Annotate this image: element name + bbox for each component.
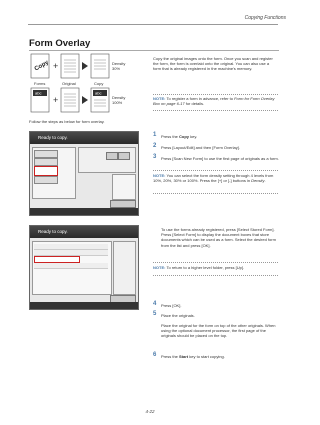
note1-rule-top <box>153 94 278 95</box>
forms-label: Forms <box>34 81 46 86</box>
note3-text: To return to a higher level folder, press [Up]. <box>165 265 245 270</box>
screen2-header-text: Ready to copy. <box>38 229 68 234</box>
step-4 <box>153 301 279 308</box>
step-6-number: 6 <box>153 352 157 358</box>
note1-tail: for details. <box>184 101 205 107</box>
note1-text: To register a form in advance, refer to <box>165 96 235 101</box>
note1-label: NOTE: <box>153 96 166 101</box>
step-6 <box>153 352 279 359</box>
copy-glyph: Copy <box>33 59 50 73</box>
note2-label: NOTE: <box>153 173 166 178</box>
step-1-post: key. <box>189 134 198 139</box>
plus-icon-2: + <box>53 95 59 105</box>
bottom-row <box>31 88 125 112</box>
screen2-list-row-4[interactable] <box>34 263 108 269</box>
page-number: 4-22 <box>145 409 155 414</box>
step-1-key: Copy <box>179 134 190 139</box>
density-bottom-line1: Density <box>112 95 126 100</box>
header-rule <box>28 24 278 25</box>
note3-label: NOTE: <box>153 265 166 270</box>
step-1-pre: Press the <box>161 134 180 139</box>
step-2 <box>153 143 279 150</box>
note2 <box>153 173 278 183</box>
step-3-number: 3 <box>153 154 157 160</box>
screen1-option-4[interactable] <box>34 176 58 184</box>
step-5 <box>153 311 279 318</box>
screen2-side-panel <box>113 241 136 295</box>
step-4-number: 4 <box>153 301 157 307</box>
screen1-body <box>30 144 138 208</box>
screen1-density-box <box>78 147 136 173</box>
top-row <box>31 54 125 78</box>
screen1-ok-button[interactable] <box>110 200 136 208</box>
header-title: Copying Functions <box>244 15 286 21</box>
screen1-header-text: Ready to copy. <box>38 135 68 140</box>
original-label: Original <box>62 81 76 86</box>
screen2-list-row-selected[interactable] <box>34 256 80 263</box>
note2-rule-top <box>153 170 278 171</box>
step-5-detail: Place the original for the form on top of the other originals. When using the optional document processor, the first page of the originals should be placed on the top. <box>161 323 276 339</box>
screen2-body <box>30 238 138 302</box>
note1-rule-bottom <box>153 110 278 111</box>
screen1-side-panel <box>112 174 136 200</box>
title-rule <box>29 50 279 51</box>
note2-ref: Density <box>251 178 265 184</box>
density-top-line1: Density <box>112 61 126 66</box>
step-4-text: Press [OK]. <box>161 303 182 308</box>
density-bottom-line2: 100% <box>112 100 123 105</box>
plus-icon: + <box>53 61 59 71</box>
diagram-svg <box>29 52 139 114</box>
step-1-number: 1 <box>153 132 157 138</box>
step-5-text: Place the originals. <box>161 313 195 318</box>
screen1-scan-new-form-button[interactable] <box>34 166 58 176</box>
screen1-minus-button[interactable] <box>118 152 130 160</box>
note1 <box>153 96 278 106</box>
stored-form-paragraph: To use the forms already registered, press [Select Stored Form]. Press [Select Form] to display the document boxes that store documents which can be used as a form. Select the desired form from the list and press [OK]. <box>161 227 276 248</box>
density-top-line2: 30% <box>112 66 121 71</box>
copy-label: Copy <box>94 81 104 86</box>
intro-paragraph: Copy the original images onto the form. Once you scan and register the form, the form is overlaid onto the original. You can also use a form that is already registered in the machine's memory. <box>153 56 273 72</box>
step-2-number: 2 <box>153 143 157 149</box>
form-overlay-diagram <box>29 52 139 114</box>
abc-glyph: abc <box>35 90 42 96</box>
screenshot-2 <box>29 225 139 310</box>
step-6-key: Start <box>179 354 189 359</box>
arrow-icon-top <box>82 62 88 70</box>
arrow-icon-bottom <box>82 96 88 104</box>
step-1 <box>153 132 279 139</box>
note3 <box>153 265 278 270</box>
screen1-footer <box>30 208 138 215</box>
step-3 <box>153 154 279 161</box>
note1-ref[interactable]: Form for Form Overlay Box on page 6-17 <box>153 96 275 107</box>
note3-rule-top <box>153 262 278 263</box>
follow-text: Follow the steps as below for form overlay. <box>29 119 105 124</box>
note2-rule-bottom <box>153 193 278 194</box>
abc-glyph-copy: abc <box>95 90 102 96</box>
step-3-text: Press [Scan New Form] to use the first page of originals as a form. <box>161 156 279 161</box>
screenshot-1 <box>29 131 139 216</box>
note2-text: You can select the form density setting through 4 levels from 10%, 20%, 30% or 100%. Press the [+] or [-] buttons in <box>153 173 274 184</box>
step-6-pre: Press the <box>161 354 180 359</box>
step-2-text: Press [Layout/Edit] and then [Form Overlay]. <box>161 145 240 150</box>
step-5-number: 5 <box>153 311 157 317</box>
note3-rule-bottom <box>153 275 278 276</box>
screen1-plus-button[interactable] <box>106 152 118 160</box>
screen1-option-1[interactable] <box>34 150 58 158</box>
screen1-option-2[interactable] <box>34 158 58 166</box>
step-6-post: key to start copying. <box>188 354 225 359</box>
note2-tail: . <box>264 178 266 184</box>
screen2-footer <box>30 302 138 309</box>
section-title: Form Overlay <box>29 38 91 49</box>
